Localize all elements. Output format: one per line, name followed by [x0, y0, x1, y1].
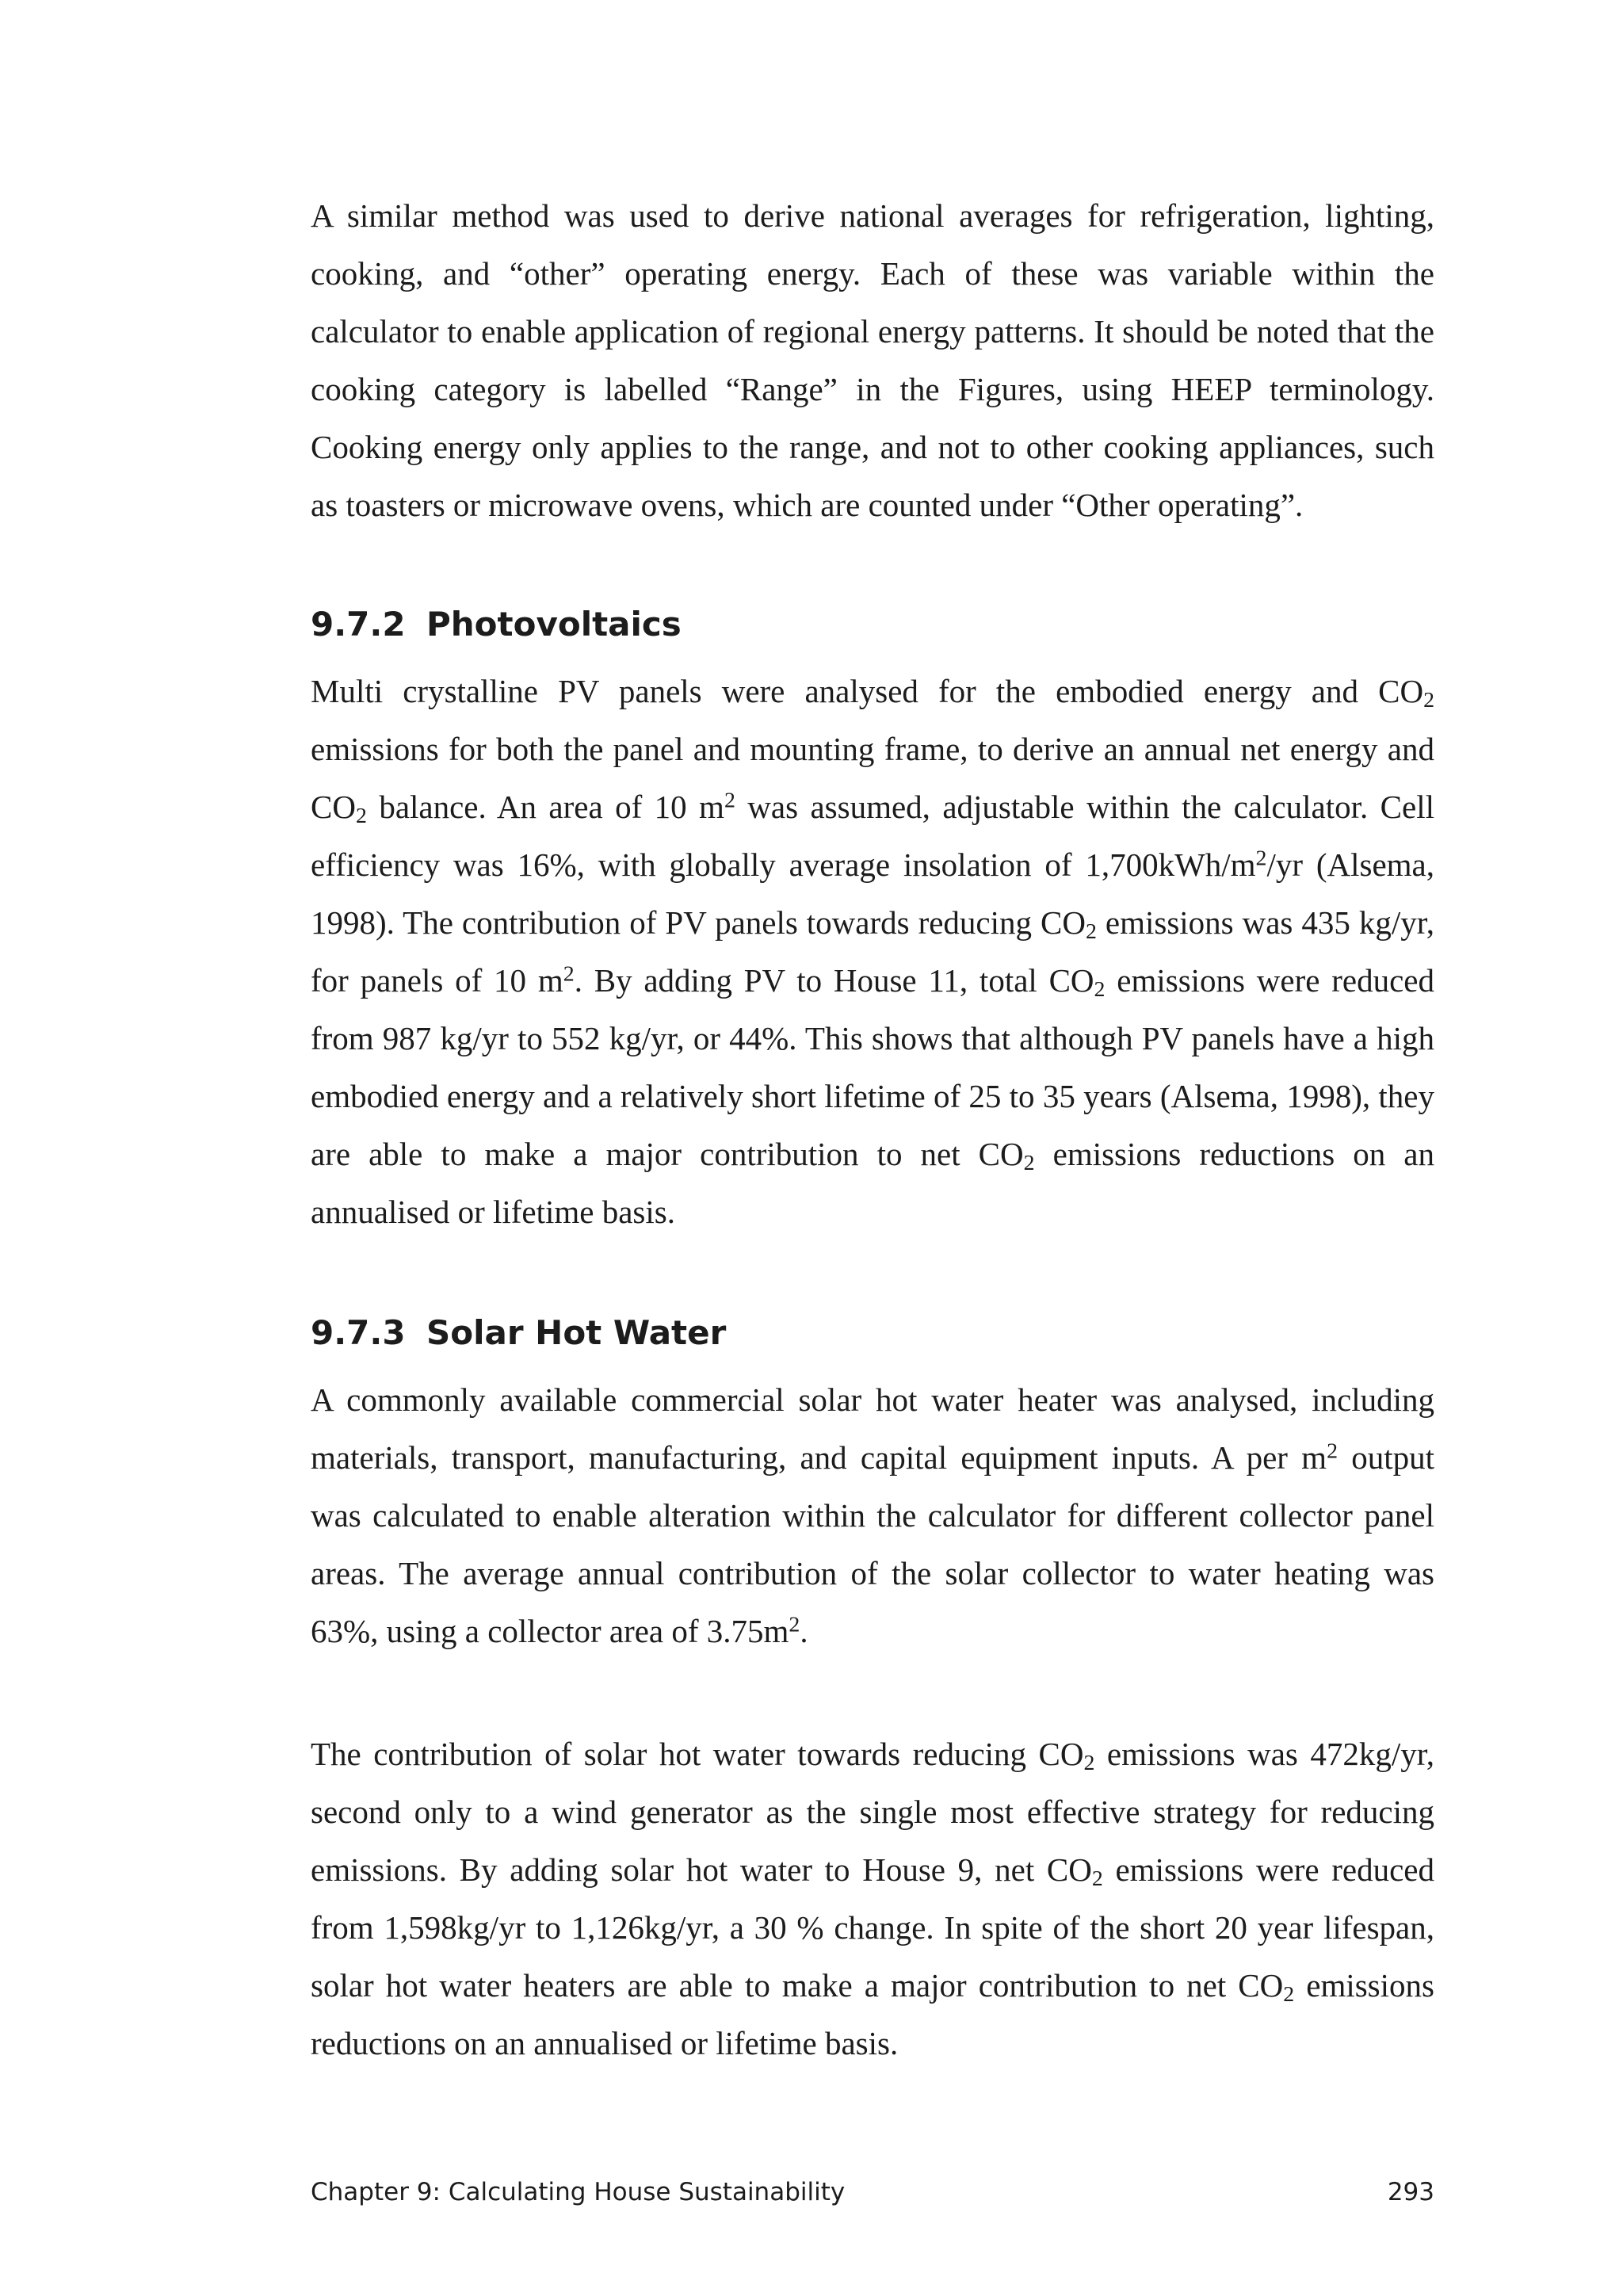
footer-chapter-title: Chapter 9: Calculating House Sustainability	[311, 2178, 846, 2206]
footer-page-number: 293	[1387, 2178, 1434, 2206]
text-run: balance. An area of 10 m	[366, 789, 724, 825]
text-run: The contribution of solar hot water towards reducing CO	[311, 1736, 1084, 1772]
subscript: 2	[1023, 1151, 1035, 1176]
text-run: A commonly available commercial solar hot water heater was analysed, including materials, transport, manufacturing, and capital equipment inputs. A per m	[311, 1381, 1434, 1476]
text-run: /yr (Alsema, 1998). The contribution of PV panels towards reducing CO	[311, 846, 1434, 941]
section-heading-photovoltaics	[311, 602, 682, 647]
subscript: 2	[355, 804, 367, 829]
text-run: emissions were reduced from 1,598kg/yr to 1,126kg/yr, a 30 % change. In spite of the short 20 year lifespan, solar hot water heaters are able to make a major contribution to net CO	[311, 1851, 1434, 2004]
paragraph-operating-energy-averages	[311, 187, 1434, 534]
superscript: 2	[724, 788, 735, 813]
text-run: emissions reductions on an annualised or lifetime basis.	[311, 1136, 1434, 1230]
subscript: 2	[1283, 1982, 1295, 2008]
text-run: .	[800, 1613, 808, 1649]
text-run: emissions reductions on an annualised or lifetime basis.	[311, 1967, 1434, 2061]
text-run: was assumed, adjustable within the calculator. Cell efficiency was 16%, with globally average insolation of 1,700kWh/m	[311, 789, 1434, 883]
text-run: Multi crystalline PV panels were analysed for the embodied energy and CO	[311, 673, 1424, 709]
text-run: A similar method was used to derive national averages for refrigeration, lighting, cooking, and “other” operating energy. Each of these was variable within the calculator to enable application of regional energy patterns. It should be noted that the cooking category is labelled “Range” in the Figures, using HEEP terminology. Cooking energy only applies to the range, and not to other cooking appliances, such as toasters or microwave ovens, which are counted under “Other operating”.	[311, 197, 1434, 523]
superscript: 2	[789, 1612, 800, 1637]
text-run: emissions was 435 kg/yr, for panels of 10 m	[311, 904, 1434, 999]
superscript: 2	[1327, 1438, 1338, 1464]
section-title: Photovoltaics	[426, 605, 682, 644]
paragraph-photovoltaics	[311, 663, 1434, 1241]
text-run: emissions for both the panel and mounting frame, to derive an annual net energy and CO	[311, 731, 1434, 825]
subscript: 2	[1423, 688, 1434, 713]
text-run: . By adding PV to House 11, total CO	[574, 962, 1094, 999]
subscript: 2	[1083, 1751, 1095, 1776]
text-run: emissions were reduced from 987 kg/yr to 552 kg/yr, or 44%. This shows that although PV panels have a high embodied energy and a relatively short lifetime of 25 to 35 years (Alsema, 1998), they are able to make a major contribution to net CO	[311, 962, 1434, 1172]
section-number: 9.7.3	[311, 1313, 406, 1352]
text-run: emissions was 472kg/yr, second only to a wind generator as the single most effective strategy for reducing emissions. By adding solar hot water to House 9, net CO	[311, 1736, 1435, 1888]
subscript: 2	[1091, 1866, 1103, 1892]
paragraph-solar-hot-water-output	[311, 1371, 1434, 1660]
subscript: 2	[1085, 919, 1097, 945]
superscript: 2	[563, 961, 575, 987]
text-run: output was calculated to enable alteration within the calculator for different collector panel areas. The average annual contribution of the solar collector to water heating was 63%, using a collector area of 3.75m	[311, 1439, 1434, 1649]
section-title: Solar Hot Water	[426, 1313, 727, 1352]
subscript: 2	[1094, 977, 1106, 1003]
section-heading-solar-hot-water	[311, 1311, 726, 1355]
section-number: 9.7.2	[311, 605, 406, 644]
superscript: 2	[1255, 846, 1267, 871]
paragraph-solar-hot-water-contribution	[311, 1725, 1434, 2073]
